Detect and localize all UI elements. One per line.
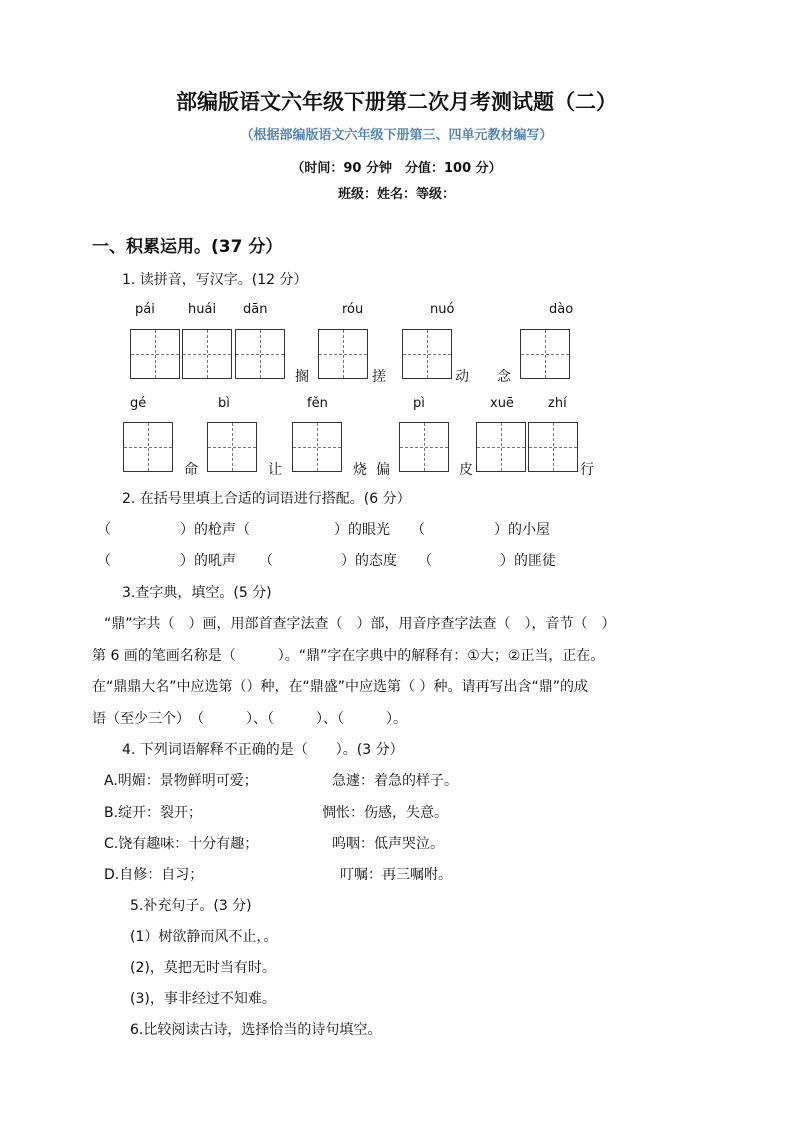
option-right: 叮嘱：再三嘱咐。 [340, 867, 452, 883]
character-box[interactable] [476, 422, 526, 472]
pinyin-label: zhí [548, 396, 567, 411]
option-left: B.绽开：裂开； [104, 805, 203, 821]
option-right: 急遽：着急的样子。 [332, 773, 458, 789]
character-box[interactable] [520, 329, 570, 379]
pinyin-label: pì [413, 396, 425, 411]
character-box[interactable] [130, 329, 180, 379]
given-character: 行 [580, 462, 594, 478]
paragraph-line: 在“鼎鼎大名”中应选第（）种，在“鼎盛”中应选第（ ）种。请再写出含“鼎”的成 [92, 679, 588, 695]
pinyin-label: gé [130, 396, 147, 411]
sentence-item: (2)，莫把无时当有时。 [130, 960, 276, 976]
character-box[interactable] [402, 329, 452, 379]
option-left: A.明媚：景物鲜明可爱； [104, 773, 258, 789]
character-box[interactable] [318, 329, 368, 379]
option-left: C.饶有趣味：十分有趣； [104, 836, 259, 852]
pinyin-label: huái [188, 302, 217, 317]
fill-blank-text: ）的小屋 [494, 522, 550, 538]
fill-blank-text: （ [259, 553, 273, 569]
character-box[interactable] [123, 422, 173, 472]
question-1-label: 1. 读拼音，写汉字。(12 分） [122, 272, 308, 288]
character-box[interactable] [292, 422, 342, 472]
sentence-item: (3)，事非经过不知难。 [130, 991, 276, 1007]
class-info: 班级：姓名：等级： [337, 187, 455, 202]
page-title: 部编版语文六年级下册第二次月考测试题（二） [176, 90, 617, 114]
time-info: （时间：90 分钟 分值：100 分） [291, 161, 502, 176]
character-box[interactable] [207, 422, 257, 472]
character-box[interactable] [528, 422, 578, 472]
fill-blank-text: （ [411, 522, 425, 538]
pinyin-label: dào [549, 302, 574, 317]
character-box[interactable] [235, 329, 285, 379]
fill-blank-text: ）的眼光 [334, 522, 390, 538]
paragraph-line: 第 6 画的笔画名称是（ ）。“鼎”字在字典中的解释有：①大；②正当，正在。 [92, 648, 605, 664]
pinyin-label: róu [342, 302, 364, 317]
section-heading: 一、积累运用。(37 分） [92, 237, 283, 257]
pinyin-label: pái [135, 302, 155, 317]
given-character: 命 [184, 462, 198, 478]
fill-blank-text: （ [418, 553, 432, 569]
fill-blank-text: ）的匪徒 [500, 553, 556, 569]
page-subtitle: （根据部编版语文六年级下册第三、四单元教材编写） [240, 128, 553, 143]
question-4-label: 4. 下列词语解释不正确的是（ ）。(3 分） [122, 742, 404, 758]
given-character: 烧 [353, 462, 367, 478]
given-character: 搁 [295, 369, 309, 385]
character-box[interactable] [182, 329, 232, 379]
pinyin-label: xuē [490, 396, 514, 411]
given-character: 让 [268, 462, 282, 478]
pinyin-label: fěn [307, 396, 328, 411]
fill-blank-text: ）的态度 [341, 553, 397, 569]
question-2-label: 2. 在括号里填上合适的词语进行搭配。(6 分） [122, 491, 411, 507]
fill-blank-text: ）的枪声（ [180, 522, 250, 538]
given-character: 搓 [372, 369, 386, 385]
question-5-label: 5.补充句子。(3 分) [130, 898, 252, 914]
question-6-label: 6.比较阅读古诗，选择恰当的诗句填空。 [130, 1022, 382, 1038]
paragraph-line: 语（至少三个） （ ）、（ ）、（ ）。 [92, 711, 407, 727]
given-character: 动 [455, 369, 469, 385]
character-box[interactable] [399, 422, 449, 472]
option-right: 呜咽：低声哭泣。 [332, 836, 444, 852]
fill-blank-text: （ [97, 553, 111, 569]
pinyin-label: dān [243, 302, 268, 317]
pinyin-label: bì [218, 396, 230, 411]
paragraph-line: “鼎”字共（ ）画，用部首查字法查（ ）部，用音序查字法查（ ），音节（ ） [104, 616, 616, 632]
given-character: 偏 [376, 462, 390, 478]
given-character: 念 [497, 369, 511, 385]
pinyin-label: nuó [430, 302, 455, 317]
fill-blank-text: ）的吼声 [180, 553, 236, 569]
option-left: D.自修：自习； [104, 867, 204, 883]
fill-blank-text: （ [97, 522, 111, 538]
option-right: 惆怅：伤感，失意。 [322, 805, 448, 821]
question-3-label: 3.查字典，填空。(5 分) [122, 585, 272, 601]
given-character: 皮 [459, 462, 473, 478]
sentence-item: (1）树欲静而风不止，。 [130, 929, 278, 945]
